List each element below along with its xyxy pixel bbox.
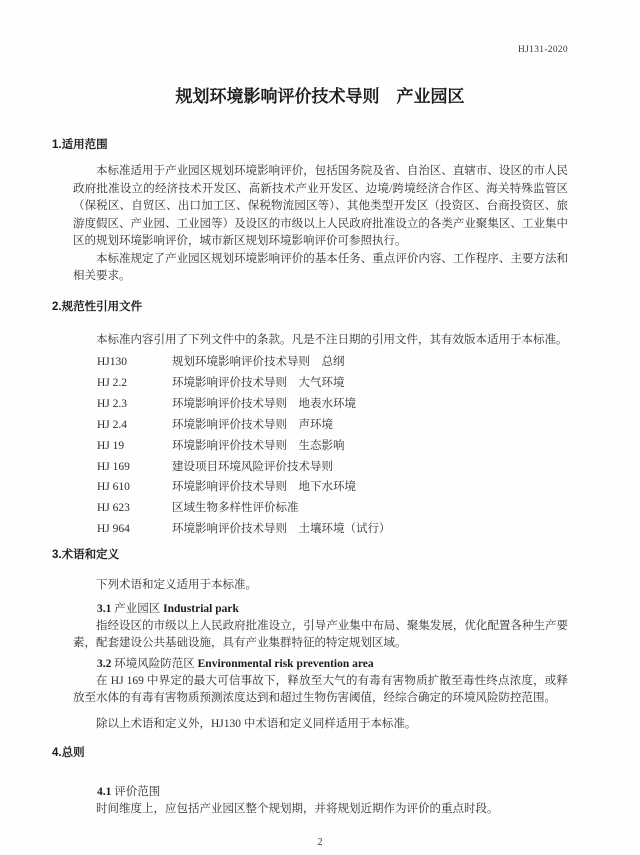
reference-item [97,436,568,457]
references-intro: 本标准内容引用了下列文件中的条款。凡是不注日期的引用文件，其有效版本适用于本标准。 [96,333,568,346]
doc-number: HJ131-2020 [518,45,568,55]
term-1-en: Industrial park [163,602,239,615]
reference-code: HJ 2.3 [97,397,128,410]
section-3-heading: 3.术语和定义 [52,549,120,562]
term-1-definition: 指经设区的市级以上人民政府批准设立，引导产业集中布局、聚集发展，优化配置各种生产要素，配套建设公共基础设施，具有产业集群特征的特定规划区域。 [73,619,568,650]
scope-paragraph-1: 本标准适用于产业园区规划环境影响评价，包括国务院及省、自治区、直辖市、设区的市人民政府批准设立的经济技术开发区、高新技术产业开发区、边境/跨境经济合作区、海关特殊监管区（保税区、自贸区、出口加工区、保税物流园区等）、其他类型开发区（投资区、台商投资区、旅游度假区、产业园、工业园等）及设区的市级以上人民政府批准设立的各类产业聚集区、工业集中区的规划环境影响评价，城市新区规划环境影响评价可参照执行。 [73,165,568,247]
reference-title: 环境影响评价技术导则 大气环境 [172,376,345,389]
section-scope [52,138,568,286]
reference-code: HJ 964 [97,523,130,536]
reference-item [97,373,568,394]
scope-paragraph-2: 本标准规定了产业园区规划环境影响评价的基本任务、重点评价内容、工作程序、主要方法和相关要求。 [73,252,568,282]
reference-title: 环境影响评价技术导则 声环境 [172,418,333,431]
reference-title: 环境影响评价技术导则 土壤环境（试行） [172,523,391,536]
term-2-zh: 环境风险防范区 [114,657,195,670]
term-2-number: 3.2 [97,657,112,670]
reference-title: 环境影响评价技术导则 地下水环境 [172,481,356,494]
reference-code: HJ 2.4 [97,418,128,431]
reference-title: 环境影响评价技术导则 生态影响 [172,439,345,452]
subsection-4-1-title: 评价范围 [114,786,161,799]
reference-item [97,477,568,498]
term-1-number: 3.1 [97,602,112,615]
reference-item [97,457,568,478]
page-title: 规划环境影响评价技术导则 产业园区 [175,87,465,106]
term-1-zh: 产业园区 [114,602,161,615]
page-number: 2 [317,837,323,848]
term-2-heading [97,655,568,673]
reference-item [97,352,568,373]
reference-item [97,415,568,436]
reference-item [97,498,568,519]
reference-title: 规划环境影响评价技术导则 总纲 [172,356,345,368]
section-general [52,746,568,819]
term-1-heading [97,600,568,618]
reference-title: 区域生物多样性评价标准 [172,502,299,515]
terms-note: 除以上术语和定义外，HJ130 中术语和定义同样适用于本标准。 [96,717,417,730]
reference-code: HJ 19 [97,439,125,452]
section-2-heading: 2.规范性引用文件 [52,300,143,313]
section-terms [52,548,568,733]
subsection-4-1-number: 4.1 [97,786,112,799]
reference-title: 建设项目环境风险评价技术导则 [172,460,333,473]
reference-code: HJ 169 [97,460,130,473]
terms-intro: 下列术语和定义适用于本标准。 [96,579,257,592]
term-2-definition: 在 HJ 169 中界定的最大可信事故下，释放至大气的有毒有害物质扩散至毒性终点浓度，或释放至水体的有毒有害物质预测浓度达到和超过生物伤害阈值，经综合确定的环境风险防控范围。 [73,674,568,705]
section-1-heading: 1.适用范围 [52,139,108,151]
reference-title: 环境影响评价技术导则 地表水环境 [172,397,356,410]
reference-item [97,519,568,540]
subsection-4-1-body: 时间维度上，应包括产业园区整个规划期，并将规划近期作为评价的重点时段。 [96,803,499,816]
section-4-heading: 4.总则 [52,747,85,760]
reference-code: HJ 2.2 [97,376,128,389]
term-2-en: Environmental risk prevention area [197,657,374,670]
reference-code: HJ 623 [97,502,130,515]
reference-code: HJ 610 [97,481,130,494]
section-references [52,300,568,541]
reference-item [97,394,568,415]
reference-code: HJ130 [97,356,128,368]
subsection-4-1-heading [97,783,568,801]
reference-list [97,352,568,540]
